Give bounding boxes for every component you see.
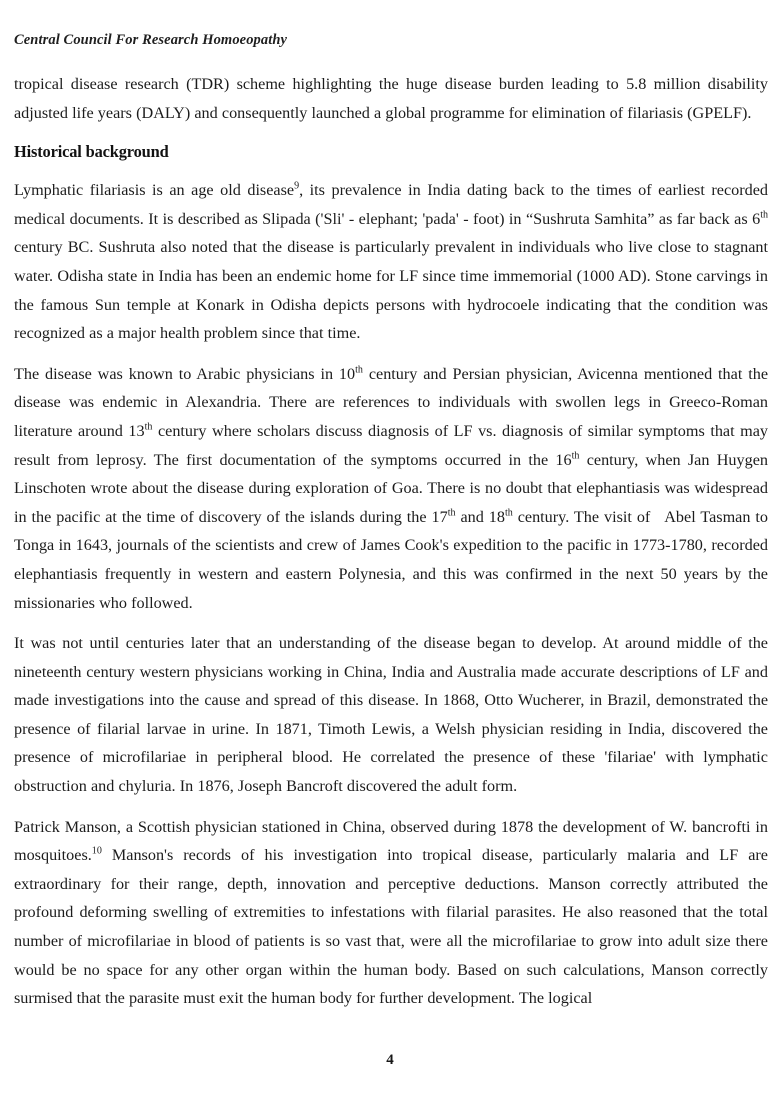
paragraph-text-run: century where scholars discuss diagnosis of LF vs. diagnosis of similar symptoms that may result from leprosy. The first documentation of the symptoms occurred in the 16 <box>14 421 768 469</box>
paragraph-text-run: and 18 <box>455 507 505 526</box>
ordinal-suffix-10th: th <box>355 364 363 376</box>
paragraph-arabic-physicians <box>14 360 768 617</box>
ordinal-suffix-18th: th <box>504 507 513 519</box>
paragraph-nineteenth-century-understanding: It was not until centuries later that an understanding of the disease began to develop. At around middle of the nineteenth century western physicians working in China, India and Australia made accurate descriptions of LF and made investigations into the cause and spread of this disease. In 1868, Otto Wucherer, in Brazil, demonstrated the presence of filarial larvae in urine. In 1871, Timoth Lewis, a Welsh physician residing in India, discovered the presence of microfilariae in peripheral blood. He correlated the presence of these 'filariae' with lymphatic obstruction and chyluria. In 1876, Joseph Bancroft discovered the adult form. <box>14 634 768 796</box>
paragraph-text-run: Lymphatic filariasis is an age old disease <box>14 181 295 200</box>
section-heading-historical-background: Historical background <box>14 142 169 162</box>
paragraph-text-run: century and Persian physician, Avicenna mentioned that the disease was endemic in Alexandria. There are references to individuals with swollen legs in Greeco-Roman literature around 13 <box>14 364 768 440</box>
paragraph-text-run: Patrick Manson, a Scottish physician stationed in China, observed during 1878 the development of W. bancrofti in mosquitoes. <box>14 817 768 865</box>
paragraph-continued-tdr: tropical disease research (TDR) scheme highlighting the huge disease burden leading to 5.8 million disability adjusted life years (DALY) and consequently launched a global programme for elimination of filariasis (GPELF). <box>14 75 768 122</box>
paragraph-text-run: Abel Tasman to Tonga in 1643, journals of the scientists and crew of James Cook's expedition to the pacific in 1773-1780, recorded elephantiasis frequently in western and eastern Polynesia, and this was confirmed in the next 50 years by the missionaries who followed. <box>14 507 768 612</box>
footnote-marker-10: 10 <box>91 845 102 857</box>
ordinal-suffix-6th: th <box>760 209 768 221</box>
extra-space-run <box>655 508 664 526</box>
paragraph-text-run: century. The visit of <box>512 507 656 526</box>
running-head: Central Council For Research Homoeopathy <box>14 32 288 48</box>
ordinal-suffix-16th: th <box>571 450 580 462</box>
paragraph-patrick-manson <box>14 813 768 1013</box>
body-text-column <box>14 70 768 1013</box>
paragraph-text-run: The disease was known to Arabic physicians in 10 <box>14 364 356 383</box>
ordinal-suffix-13th: th <box>144 421 153 433</box>
footnote-marker-9: 9 <box>294 180 300 192</box>
paragraph-text-run: Manson's records of his investigation into tropical disease, particularly malaria and LF are extraordinary for their range, depth, innovation and perceptive deductions. Manson correctly attributed the profound deforming swelling of extremities to infestations with filarial parasites. He also reasoned that the total number of microfilariae in blood of patients is so vast that, were all the microfilariae to grow into adult size there would be no space for any other organ within the human body. Based on such calculations, Manson correctly surmised that the parasite must exit the human body for further development. The logical <box>14 846 768 1008</box>
ordinal-suffix-17th: th <box>447 507 456 519</box>
page-number: 4 <box>386 1052 394 1068</box>
paragraph-text-run: century BC. Sushruta also noted that the disease is particularly prevalent in individuals who live close to stagnant water. Odisha state in India has been an endemic home for LF since time immemorial (1000 AD). Stone carvings in the famous Sun temple at Konark in Odisha depicts persons with hydrocoele indicating that the condition was recognized as a major health problem since that time. <box>14 238 768 343</box>
paragraph-text-run: century, when Jan Huygen Linschoten wrote about the disease during exploration of Goa. There is no doubt that elephantiasis was widespread in the pacific at the time of discovery of the islands during the 17 <box>14 450 768 526</box>
paragraph-lymphatic-filariasis-history <box>14 176 768 348</box>
paragraph-text-run: , its prevalence in India dating back to the times of earliest recorded medical documents. It is described as Slipada ('Sli' - elephant; 'pada' - foot) in “Sushruta Samhita” as far back as 6 <box>14 181 768 228</box>
